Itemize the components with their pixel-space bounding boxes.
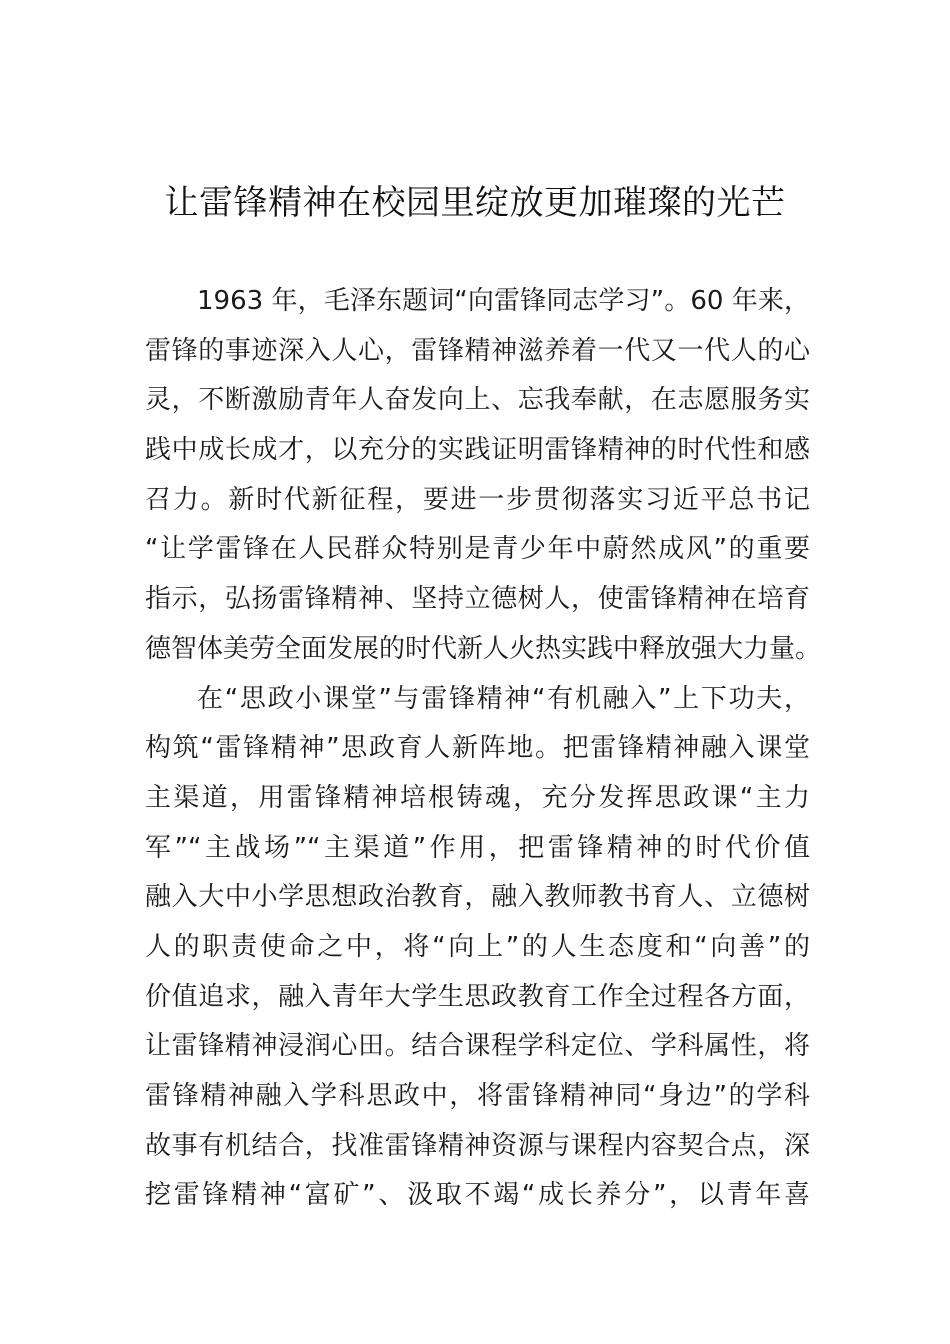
document-title: 让雷锋精神在校园里绽放更加璀璨的光芒 xyxy=(164,183,786,223)
paragraph-2-line-11: 挖雷锋精神“富矿”、汲取不竭“成长养分”，以青年喜 xyxy=(145,1180,810,1211)
paragraph-2-line-5: 融入大中小学思想政治教育，融入教师教书育人、立德树 xyxy=(145,882,810,913)
paragraph-2-line-4: 军”“主战场”“主渠道”作用，把雷锋精神的时代价值 xyxy=(145,832,810,863)
paragraph-2-line-3: 主渠道，用雷锋精神培根铸魂，充分发挥思政课“主力 xyxy=(145,782,810,813)
paragraph-2-line-10: 故事有机结合，找准雷锋精神资源与课程内容契合点，深 xyxy=(145,1130,810,1161)
paragraph-1-line-4: 践中成长成才，以充分的实践证明雷锋精神的时代性和感 xyxy=(145,435,810,466)
paragraph-1-line-5: 召力。新时代新征程，要进一步贯彻落实习近平总书记 xyxy=(145,484,810,515)
paragraph-1-line-3: 灵，不断激励青年人奋发向上、忘我奉献，在志愿服务实 xyxy=(145,385,810,416)
paragraph-1-line-8: 德智体美劳全面发展的时代新人火热实践中释放强大力量。 xyxy=(145,633,822,664)
paragraph-2-line-6: 人的职责使命之中，将“向上”的人生态度和“向善”的 xyxy=(145,931,810,962)
paragraph-2-line-7: 价值追求，融入青年大学生思政教育工作全过程各方面， xyxy=(145,981,810,1012)
paragraph-1-line-1: 1963 年，毛泽东题词“向雷锋同志学习”。60 年来， xyxy=(197,286,810,316)
paragraph-1-line-2: 雷锋的事迹深入人心，雷锋精神滋养着一代又一代人的心 xyxy=(145,335,810,366)
paragraph-2-line-1: 在“思政小课堂”与雷锋精神“有机融入”上下功夫， xyxy=(197,683,810,714)
paragraph-1-line-6: “让学雷锋在人民群众特别是青少年中蔚然成风”的重要 xyxy=(145,534,810,565)
paragraph-2-line-9: 雷锋精神融入学科思政中，将雷锋精神同“身边”的学科 xyxy=(145,1081,810,1111)
paragraph-1-line-7: 指示，弘扬雷锋精神、坚持立德树人，使雷锋精神在培育 xyxy=(145,584,810,615)
paragraph-2-line-2: 构筑“雷锋精神”思政育人新阵地。把雷锋精神融入课堂 xyxy=(145,733,810,764)
paragraph-2-line-8: 让雷锋精神浸润心田。结合课程学科定位、学科属性，将 xyxy=(145,1031,810,1062)
document-body xyxy=(145,277,822,1221)
